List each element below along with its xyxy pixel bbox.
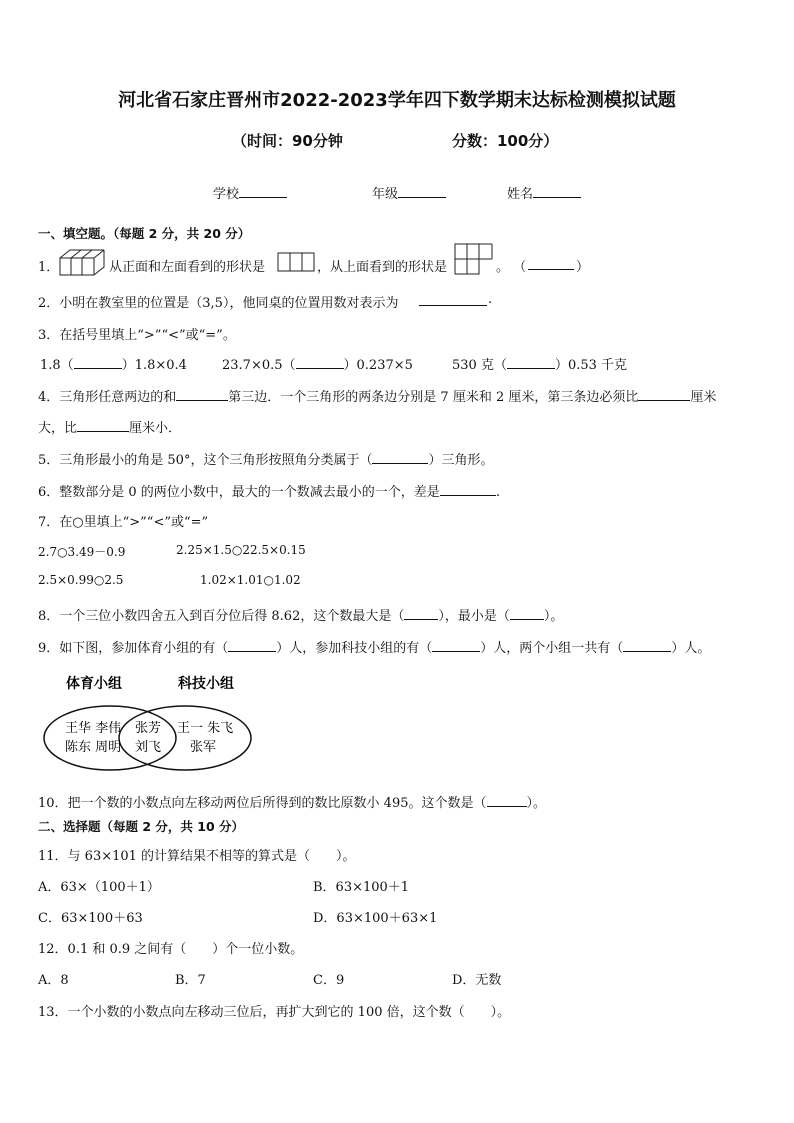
question-8-blank-1[interactable] — [404, 606, 438, 620]
question-11-option-c[interactable]: C．63×100＋63 — [38, 911, 143, 926]
question-4-blank-1[interactable] — [176, 387, 228, 401]
question-3-item-c — [452, 354, 627, 373]
question-6 — [38, 481, 500, 500]
question-7-expr-3: 2.5×0.99○2.5 — [38, 573, 124, 587]
front-view-figure — [277, 251, 317, 273]
venn-right-row-1: 王一 朱飞 — [177, 721, 234, 736]
grade-blank[interactable] — [398, 185, 446, 198]
page-title: 河北省石家庄晋州市2022-2023学年四下数学期末达标检测模拟试题 — [118, 90, 676, 111]
venn-label-science: 科技小组 — [178, 676, 234, 692]
question-12-option-c[interactable]: C．9 — [313, 973, 345, 988]
top-view-figure — [454, 243, 496, 277]
question-13-text: 13．一个小数的小数点向左移动三位后，再扩大到它的 100 倍，这个数（ ）。 — [38, 1005, 511, 1020]
question-3-item-a-right: ）1.8×0.4 — [121, 358, 187, 373]
question-2-answer-blank[interactable] — [419, 292, 487, 306]
question-5-blank[interactable] — [372, 450, 428, 464]
question-9-text-b: ）人，参加科技小组的有（ — [276, 641, 433, 656]
venn-label-sports: 体育小组 — [66, 676, 122, 692]
question-7-expr-1: 2.7○3.49－0.9 — [38, 545, 126, 559]
venn-middle-row-1: 张芳 — [135, 721, 162, 736]
question-1-text-a: 从正面和左面看到的形状是 — [109, 260, 266, 275]
venn-diagram — [38, 668, 258, 780]
question-4-text-b: 第三边．一个三角形的两条边分别是 7 厘米和 2 厘米，第三条边必须比 — [228, 390, 639, 405]
question-1-text-c: 。 （ — [496, 260, 527, 275]
question-3-item-b-right: ）0.237×5 — [343, 358, 413, 373]
section-heading-fill-in: 一、填空题。（每题 2 分，共 20 分） — [38, 226, 251, 241]
question-12-option-a[interactable]: A．8 — [38, 973, 69, 988]
question-1-answer-blank[interactable] — [528, 256, 574, 270]
question-2-text: 2．小明在教室里的位置是（3,5），他同桌的位置用数对表示为 — [38, 296, 399, 311]
question-7-text: 7．在○里填上“>”“<”或“=” — [38, 515, 209, 530]
question-9-blank-1[interactable] — [228, 638, 276, 652]
grade-label: 年级 — [372, 187, 399, 202]
question-3-item-c-left: 530 克（ — [452, 358, 507, 373]
question-1-number: 1． — [38, 260, 60, 275]
question-1-text-b: ，从上面看到的形状是 — [317, 260, 448, 275]
question-4-text-c: 厘米 — [690, 390, 717, 405]
question-11-text: 11．与 63×101 的计算结果不相等的算式是（ ）。 — [38, 849, 356, 864]
question-3-item-b — [222, 354, 413, 373]
school-blank[interactable] — [239, 185, 287, 198]
name-field[interactable] — [507, 183, 581, 202]
question-1-text-d: ） — [576, 260, 590, 275]
question-10-text-b: ）。 — [526, 796, 547, 811]
question-4-line-2 — [38, 417, 181, 436]
question-3-item-a-blank[interactable] — [74, 355, 122, 369]
question-3-item-a-left: 1.8（ — [40, 358, 74, 373]
exam-time: （时间：90分钟 — [232, 132, 343, 150]
question-4-text-a: 4．三角形任意两边的和 — [38, 390, 177, 405]
question-12-text: 12．0.1 和 0.9 之间有（ ）个一位小数。 — [38, 942, 304, 957]
cube-solid-figure — [58, 246, 108, 278]
question-9-blank-2[interactable] — [432, 638, 480, 652]
school-label: 学校 — [213, 187, 240, 202]
name-blank[interactable] — [533, 185, 581, 198]
question-3-item-b-blank[interactable] — [296, 355, 344, 369]
question-9-blank-3[interactable] — [623, 638, 671, 652]
question-3-item-c-blank[interactable] — [507, 355, 555, 369]
question-8-blank-2[interactable] — [510, 606, 544, 620]
question-2-end: . — [488, 292, 493, 307]
question-8-text-a: 8．一个三位小数四舍五入到百分位后得 8.62，这个数最大是（ — [38, 609, 405, 624]
question-3-text: 3．在括号里填上“>”“<”或“=”。 — [38, 328, 236, 343]
question-11-option-d[interactable]: D．63×100＋63×1 — [313, 911, 438, 926]
question-8 — [38, 605, 563, 624]
question-5-text-b: ）三角形。 — [428, 453, 494, 468]
venn-left-row-1: 王华 李伟 — [65, 721, 122, 736]
question-3-item-c-right: ）0.53 千克 — [554, 358, 628, 373]
question-4-text-d: 大，比 — [38, 421, 78, 436]
question-9-text-d: ）人。 — [671, 641, 711, 656]
question-6-text-b: . — [495, 485, 500, 500]
question-6-text-a: 6．整数部分是 0 的两位小数中，最大的一个数减去最小的一个，差是 — [38, 485, 440, 500]
question-10-text-a: 10．把一个数的小数点向左移动两位后所得到的数比原数小 495。这个数是（ — [38, 796, 487, 811]
question-4-line-1 — [38, 386, 716, 405]
question-12-option-b[interactable]: B．7 — [175, 973, 206, 988]
question-3-item-a — [40, 354, 187, 373]
question-9-text-c: ）人，两个小组一共有（ — [480, 641, 624, 656]
venn-left-row-2: 陈东 周明 — [65, 740, 122, 755]
exam-score: 分数：100分） — [452, 132, 559, 150]
venn-right-row-2: 张军 — [190, 740, 217, 755]
venn-circle-sports — [44, 706, 176, 770]
question-6-blank[interactable] — [440, 482, 496, 496]
question-12-option-d[interactable]: D．无数 — [452, 973, 502, 988]
question-10-blank[interactable] — [487, 793, 527, 807]
question-8-text-c: ）。 — [543, 609, 564, 624]
question-3-item-b-left: 23.7×0.5（ — [222, 358, 296, 373]
grade-field[interactable] — [372, 183, 446, 202]
question-4-blank-2[interactable] — [638, 387, 690, 401]
question-4-blank-3[interactable] — [77, 418, 129, 432]
question-9-text-a: 9．如下图，参加体育小组的有（ — [38, 641, 229, 656]
school-field[interactable] — [213, 183, 287, 202]
question-7-expr-2: 2.25×1.5○22.5×0.15 — [176, 543, 306, 557]
question-10 — [38, 792, 546, 811]
venn-middle-row-2: 刘飞 — [135, 740, 162, 755]
question-11-option-a[interactable]: A．63×（100＋1） — [38, 880, 160, 895]
question-5-text-a: 5．三角形最小的角是 50°，这个三角形按照角分类属于（ — [38, 453, 373, 468]
question-5 — [38, 449, 493, 468]
venn-circle-science — [119, 706, 251, 770]
section-heading-multiple-choice: 二、选择题（每题 2 分，共 10 分） — [38, 819, 245, 834]
question-9 — [38, 637, 710, 656]
question-8-text-b: ），最小是（ — [438, 609, 510, 624]
question-4-text-e: 厘米小． — [129, 421, 182, 436]
question-11-option-b[interactable]: B．63×100＋1 — [313, 880, 410, 895]
name-label: 姓名 — [507, 187, 534, 202]
question-7-expr-4: 1.02×1.01○1.02 — [200, 573, 301, 587]
